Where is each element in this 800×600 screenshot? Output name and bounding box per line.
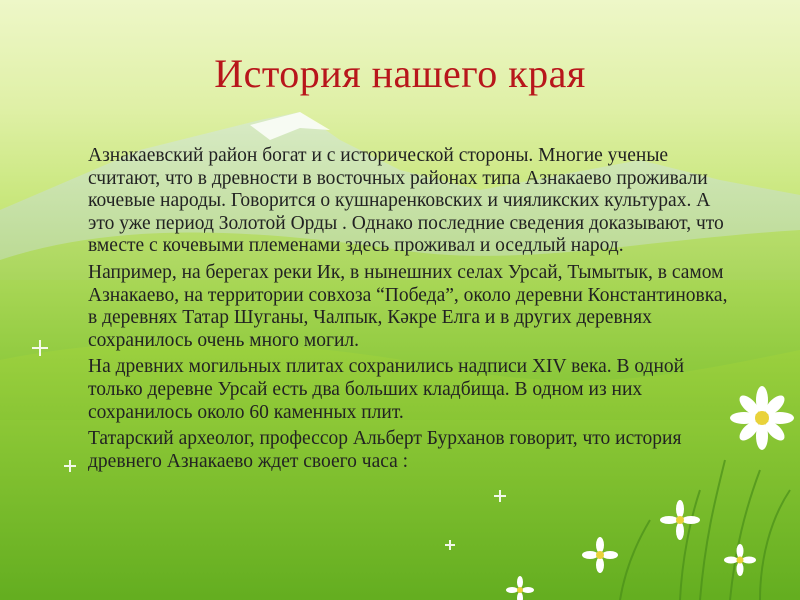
paragraph: На древних могильных плитах сохранились надписи XIV века. В одной только деревне Урсай есть два больших кладбища. В одном из них сохранилось около 60 каменных плит. <box>88 356 685 423</box>
paragraph: Азнакаевский район богат и с исторической стороны. Многие ученые считают, что в древности в восточных районах типа Азнакаево проживали кочевые народы. Говорится о кушнаренковских и чияликских культурах. А это уже период Золотой Орды . Однако последние сведения доказывают, что вместе с кочевыми племенами здесь проживал и оседлый народ. <box>88 145 724 257</box>
slide-body <box>78 145 728 477</box>
paragraph: Например, на берегах реки Ик, в нынешних селах Урсай, Тымытык, в самом Азнакаево, на территории совхоза “Победа”, около деревни Константиновка, в деревнях Татар Шуганы, Чалпык, Кәкре Елга и в других деревнях сохранилось очень много могил. <box>88 261 728 351</box>
slide-title: История нашего края <box>214 51 586 96</box>
paragraph: Татарский археолог, профессор Альберт Бурханов говорит, что история древнего Азнакаево ждет своего часа : <box>88 428 682 472</box>
